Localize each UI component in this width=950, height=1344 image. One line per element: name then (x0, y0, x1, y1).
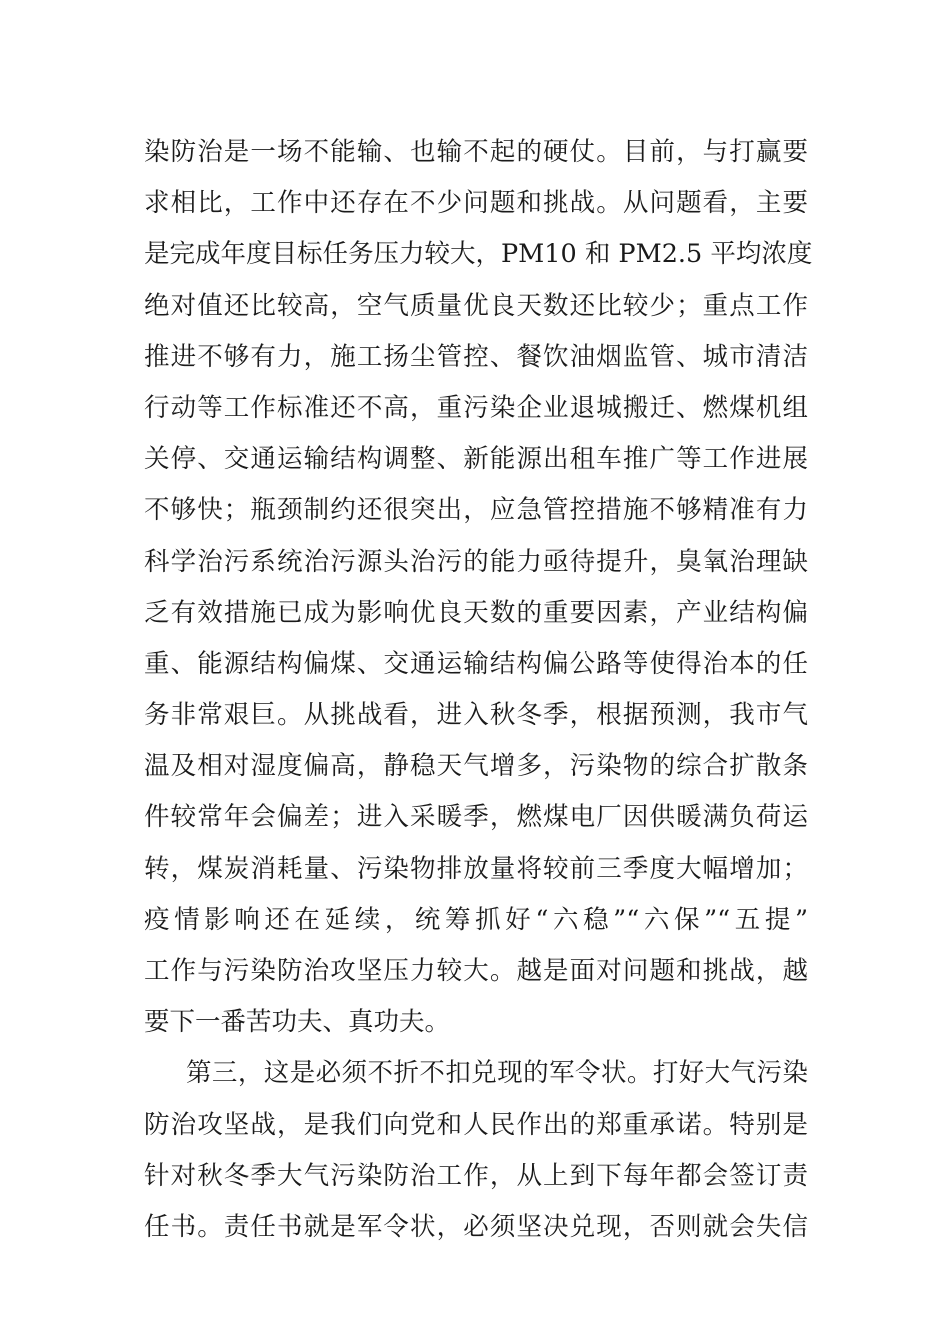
text-line: 第三，这是必须不折不扣兑现的军令状。打好大气污染 (186, 1058, 808, 1089)
text-line: 工作与污染防治攻坚压力较大。越是面对问题和挑战，越 (144, 956, 808, 986)
text-line: 推进不够有力，施工扬尘管控、餐饮油烟监管、城市清洁 (144, 341, 808, 372)
text-line: 不够快；瓶颈制约还很突出，应急管控措施不够精准有力 (144, 495, 808, 526)
text-line: 行动等工作标准还不高，重污染企业退城搬迁、燃煤机组 (144, 392, 808, 423)
text-line: 染防治是一场不能输、也输不起的硬仗。目前，与打赢要 (144, 137, 808, 167)
paragraph-challenges (144, 127, 813, 1048)
document-body (144, 127, 813, 1253)
text-line: 防治攻坚战，是我们向党和人民作出的郑重承诺。特别是 (144, 1109, 808, 1140)
text-line: 件较常年会偏差；进入采暖季，燃煤电厂因供暖满负荷运 (144, 802, 808, 833)
text-line: 是完成年度目标任务压力较大，PM10 和 PM2.5 平均浓度 (144, 239, 813, 270)
text-line: 关停、交通运输结构调整、新能源出租车推广等工作进展 (144, 444, 808, 475)
text-line: 求相比，工作中还存在不少问题和挑战。从问题看，主要 (144, 188, 808, 219)
text-line: 温及相对湿度偏高，静稳天气增多，污染物的综合扩散条 (144, 751, 808, 782)
text-line: 要下一番苦功夫、真功夫。 (144, 1007, 451, 1038)
text-line: 重、能源结构偏煤、交通运输结构偏公路等使得治本的任 (144, 648, 808, 679)
text-line: 科学治污系统治污源头治污的能力亟待提升，臭氧治理缺 (144, 546, 808, 577)
text-line: 针对秋冬季大气污染防治工作，从上到下每年都会签订责 (144, 1160, 808, 1191)
text-line: 疫情影响还在延续，统筹抓好“六稳”“六保”“五提” (144, 904, 808, 935)
text-line: 乏有效措施已成为影响优良天数的重要因素，产业结构偏 (144, 597, 808, 628)
text-line: 任书。责任书就是军令状，必须坚决兑现，否则就会失信 (144, 1211, 808, 1242)
text-line: 绝对值还比较高，空气质量优良天数还比较少；重点工作 (144, 290, 808, 321)
text-line: 转，煤炭消耗量、污染物排放量将较前三季度大幅增加； (144, 853, 808, 884)
text-line: 务非常艰巨。从挑战看，进入秋冬季，根据预测，我市气 (144, 700, 808, 731)
paragraph-military-order (144, 1048, 808, 1253)
